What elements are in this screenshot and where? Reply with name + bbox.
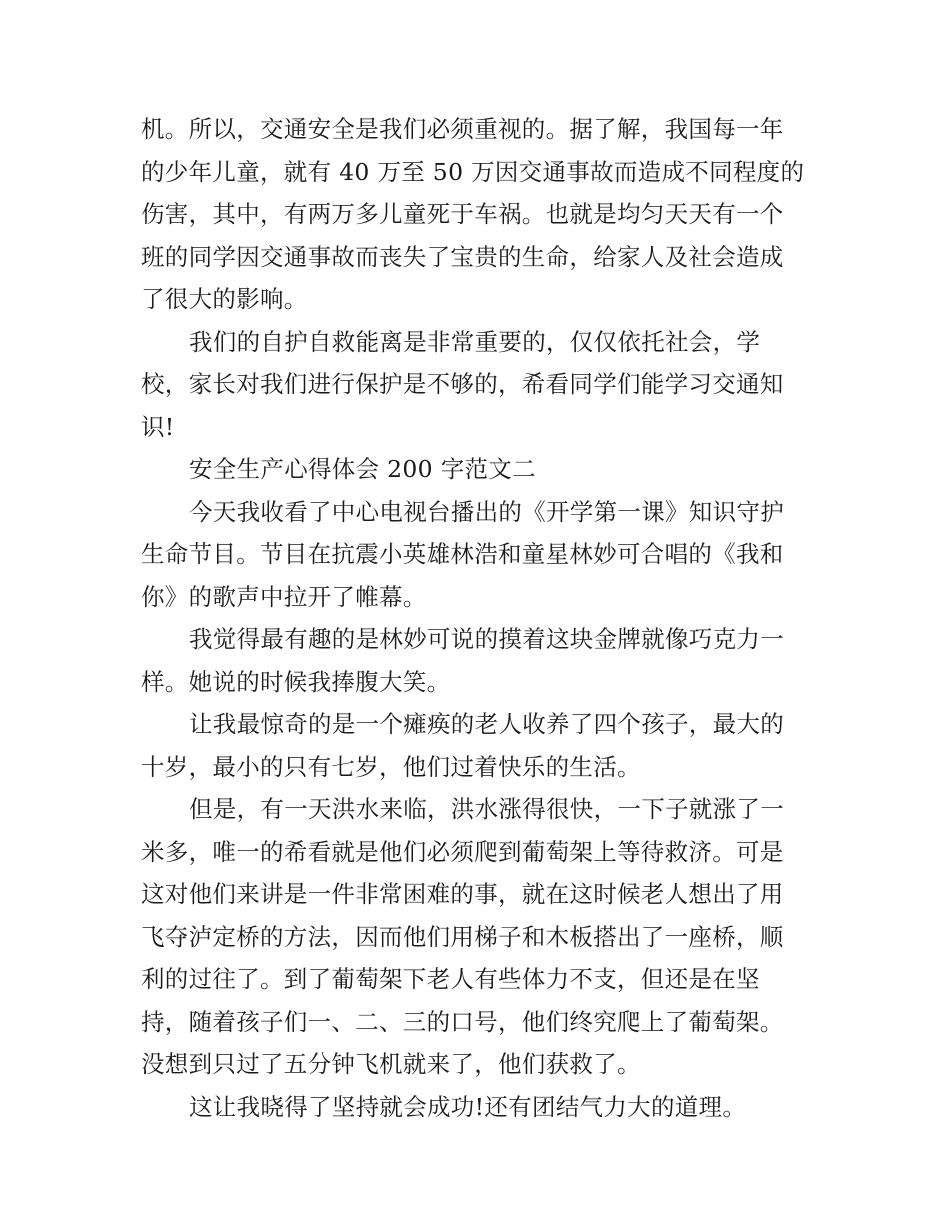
- text-line: 利的过往了。到了葡萄架下老人有些体力不支，但还是在坚: [141, 965, 760, 993]
- text-line: 我觉得最有趣的是林妙可说的摸着这块金牌就像巧克力一: [189, 625, 784, 653]
- text-line: 样。她说的时候我捧腹大笑。: [141, 667, 451, 696]
- body-text: [141, 108, 813, 1128]
- text-line: 安全生产心得体会 200 字范文二: [189, 455, 536, 483]
- text-line: 的少年儿童，就有 40 万至 50 万因交通事故而造成不同程度的: [141, 157, 805, 186]
- text-line: 十岁，最小的只有七岁，他们过着快乐的生活。: [141, 752, 641, 781]
- text-line: 伤害，其中，有两万多儿童死于车祸。也就是均匀天天有一个: [141, 200, 784, 228]
- text-line: 我们的自护自救能离是非常重要的，仅仅依托社会，学: [189, 327, 761, 356]
- text-line: 你》的歌声中拉开了帷幕。: [141, 582, 427, 611]
- text-line: 机。所以，交通安全是我们必须重视的。据了解，我国每一年: [141, 115, 784, 143]
- text-line: 这让我晓得了坚持就会成功!还有团结气力大的道理。: [189, 1092, 747, 1121]
- text-line: 班的同学因交通事故而丧失了宝贵的生命，给家人及社会造成: [141, 242, 784, 271]
- text-line: 但是，有一天洪水来临，洪水涨得很快，一下子就涨了一: [189, 795, 784, 823]
- text-line: 这对他们来讲是一件非常困难的事，就在这时候老人想出了用: [141, 880, 784, 908]
- text-line: 让我最惊奇的是一个瘫痪的老人收养了四个孩子，最大的: [189, 710, 784, 738]
- text-line: 没想到只过了五分钟飞机就来了，他们获救了。: [141, 1050, 641, 1078]
- text-line: 了很大的影响。: [141, 285, 308, 313]
- text-line: 持，随着孩子们一、二、三的口号，他们终究爬上了葡萄架。: [141, 1007, 784, 1036]
- text-line: 米多，唯一的希看就是他们必须爬到葡萄架上等待救济。可是: [141, 837, 784, 866]
- text-line: 飞夺泸定桥的方法，因而他们用梯子和木板搭出了一座桥，顺: [141, 922, 784, 951]
- text-line: 今天我收看了中心电视台播出的《开学第一课》知识守护: [189, 497, 784, 526]
- text-line: 识!: [141, 412, 175, 441]
- text-line: 校，家长对我们进行保护是不够的，希看同学们能学习交通知: [141, 370, 784, 398]
- text-line: 生命节目。节目在抗震小英雄林浩和童星林妙可合唱的《我和: [141, 540, 784, 568]
